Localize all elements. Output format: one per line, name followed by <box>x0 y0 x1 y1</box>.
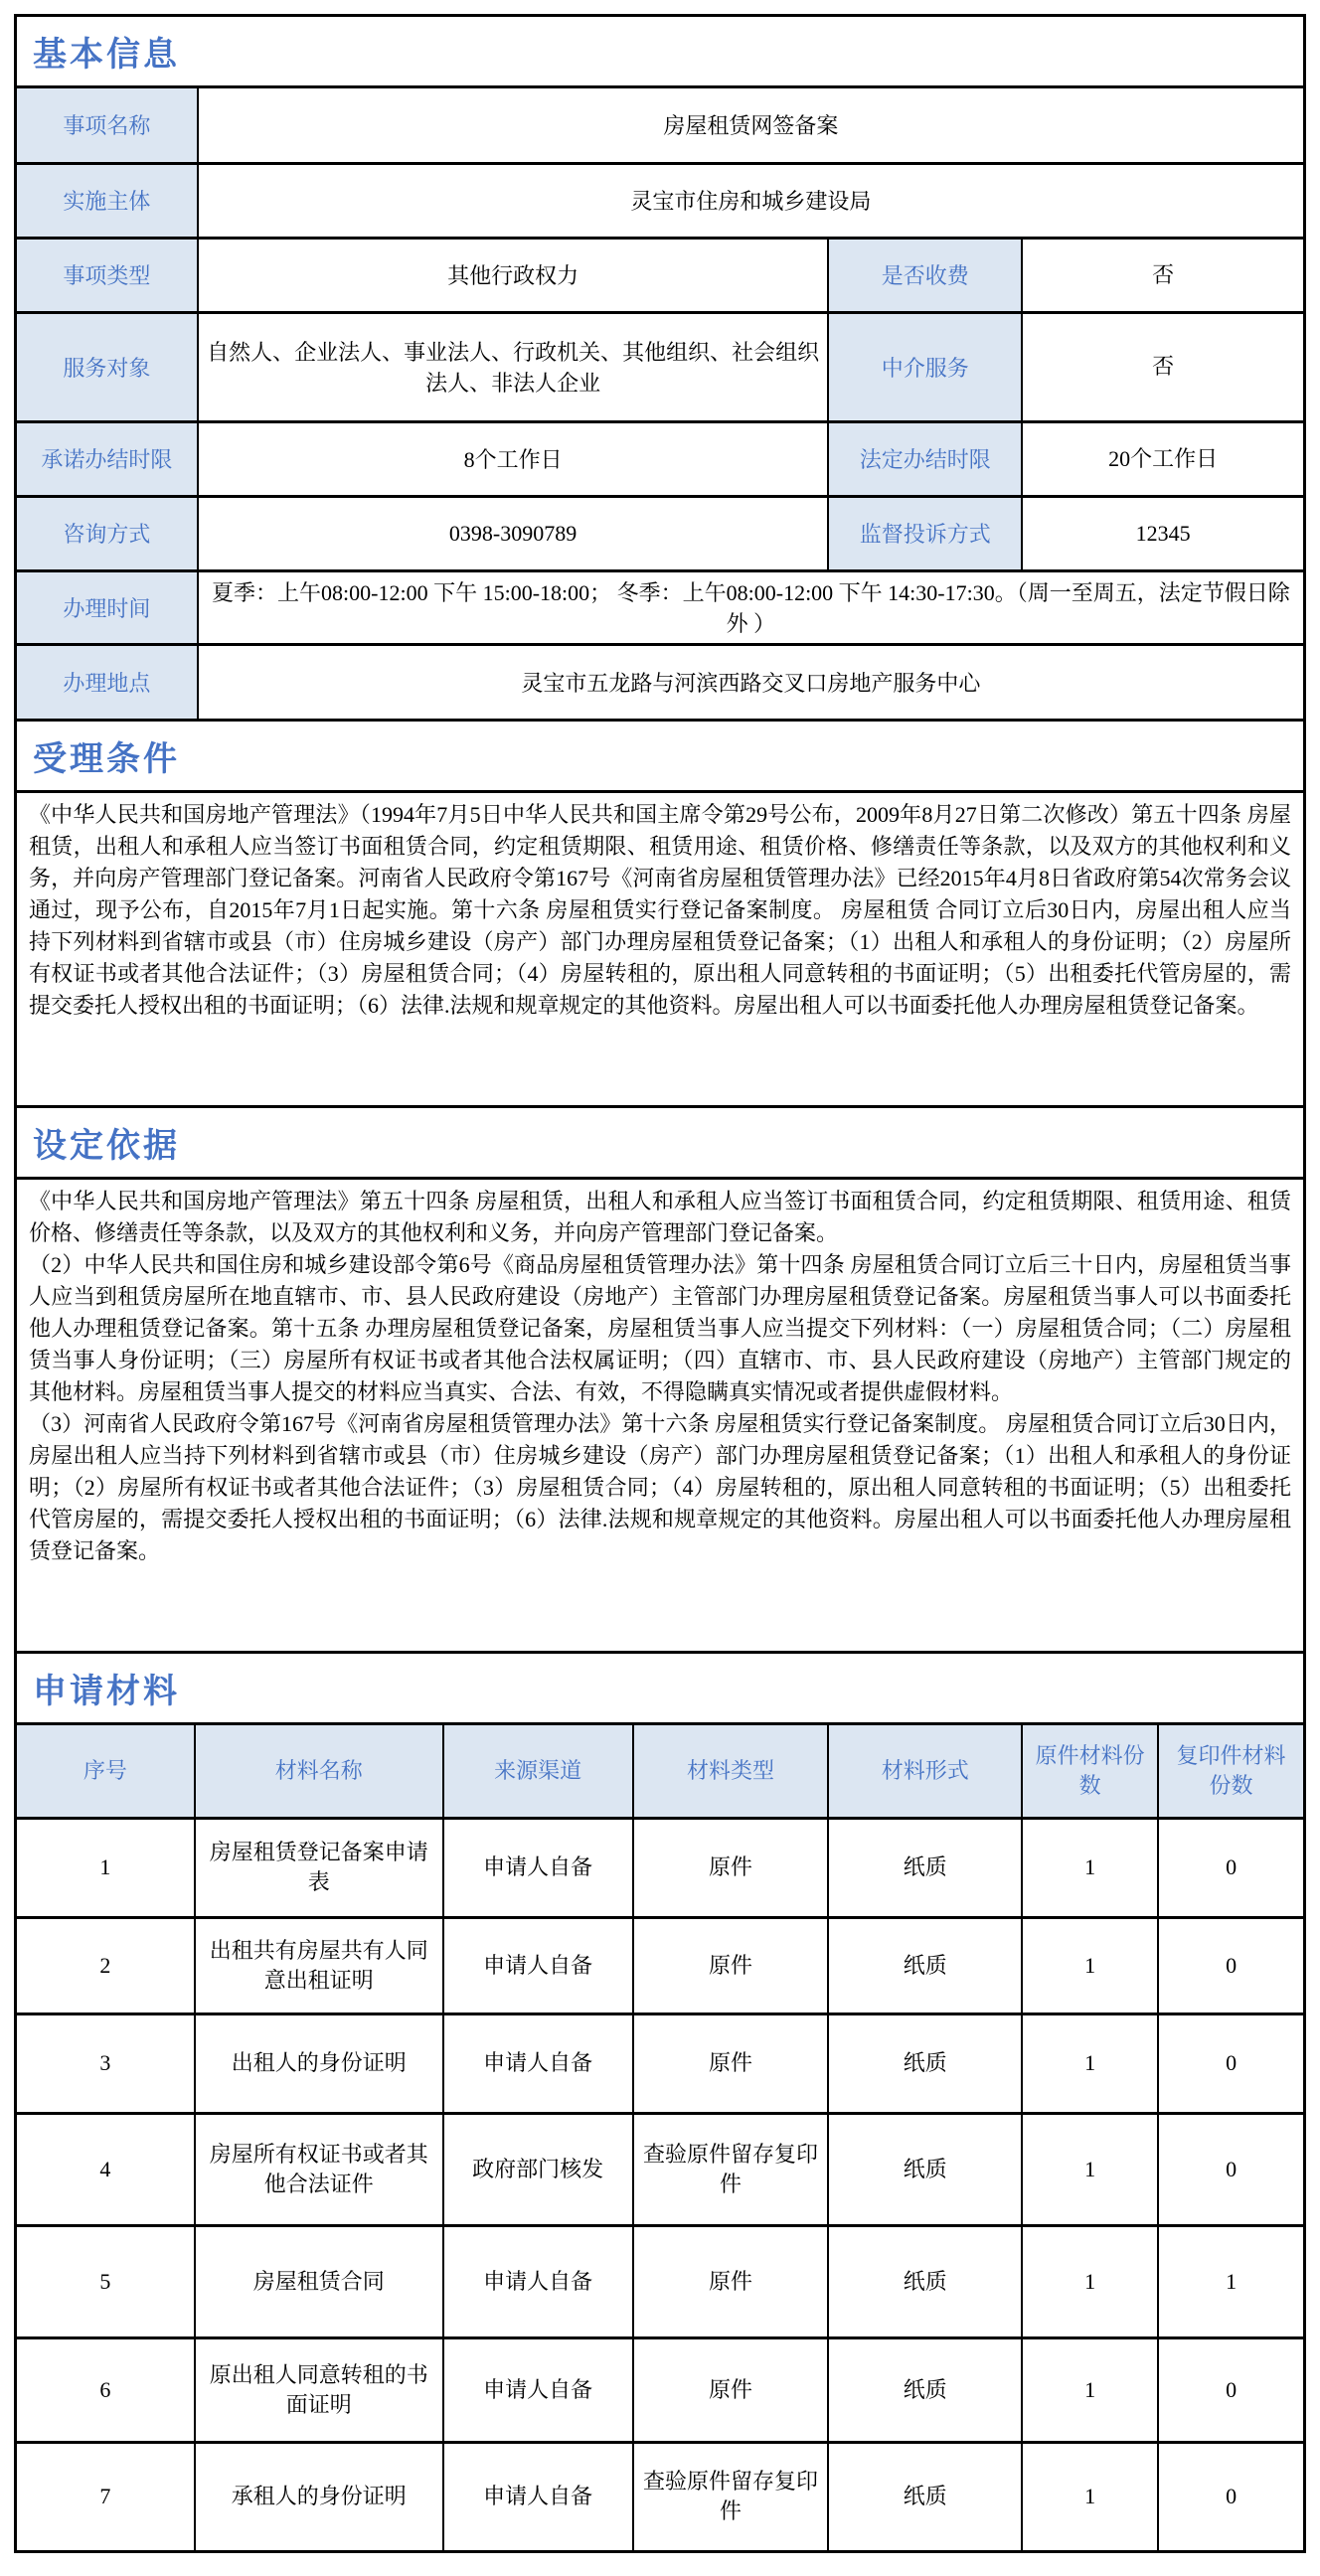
materials-cell: 查验原件留存复印件 <box>633 2113 829 2225</box>
table-row <box>17 2113 1303 2225</box>
materials-cell: 1 <box>1022 2442 1158 2550</box>
field-label: 事项类型 <box>17 238 198 312</box>
materials-cell: 5 <box>17 2225 195 2337</box>
materials-header-cell: 材料类型 <box>633 1725 829 1818</box>
table-row <box>17 88 1303 163</box>
field-value: 其他行政权力 <box>198 238 829 312</box>
field-value: 灵宝市五龙路与河滨西路交叉口房地产服务中心 <box>198 644 1303 719</box>
field-label: 咨询方式 <box>17 496 198 570</box>
field-value: 自然人、企业法人、事业法人、行政机关、其他组织、社会组织法人、非法人企业 <box>198 312 829 421</box>
materials-cell: 申请人自备 <box>443 2337 633 2442</box>
materials-cell: 出租人的身份证明 <box>195 2013 443 2113</box>
paragraph: （2）中华人民共和国住房和城乡建设部令第6号《商品房屋租赁管理办法》第十四条 房屋租赁合同订立后三十日内，房屋租赁当事人应当到租赁房屋所在地直辖市、市、县人民政府建设（房地产）主管部门办理房屋租赁登记备案。房屋租赁当事人可以书面委托他人办理租赁登记备案。第十五条 办理房屋租赁登记备案，房屋租赁当事人应当提交下列材料：（一）房屋租赁合同；（二）房屋租赁当事人身份证明；（三）房屋所有权证书或者其他合法权属证明；（四）直辖市、市、县人民政府建设（房地产）主管部门规定的其他材料。房屋租赁当事人提交的材料应当真实、合法、有效，不得隐瞒真实情况或者提供虚假材料。 <box>29 1252 1291 1404</box>
materials-cell: 纸质 <box>828 1818 1022 1917</box>
materials-cell: 原出租人同意转租的书面证明 <box>195 2337 443 2442</box>
table-row <box>17 163 1303 238</box>
materials-cell: 纸质 <box>828 2442 1022 2550</box>
materials-cell: 纸质 <box>828 2113 1022 2225</box>
materials-cell: 原件 <box>633 1917 829 2013</box>
table-row <box>17 496 1303 570</box>
materials-cell: 申请人自备 <box>443 1917 633 2013</box>
materials-cell: 1 <box>1022 2013 1158 2113</box>
section-title-legal-basis: 设定依据 <box>17 1108 1303 1180</box>
table-row <box>17 312 1303 421</box>
materials-cell: 4 <box>17 2113 195 2225</box>
materials-cell: 申请人自备 <box>443 2225 633 2337</box>
field-label: 事项名称 <box>17 88 198 163</box>
materials-cell: 原件 <box>633 2225 829 2337</box>
section-basic-info <box>14 14 1306 722</box>
materials-cell: 承租人的身份证明 <box>195 2442 443 2550</box>
materials-header-cell: 材料形式 <box>828 1725 1022 1818</box>
field-label: 承诺办结时限 <box>17 421 198 496</box>
materials-cell: 申请人自备 <box>443 2442 633 2550</box>
materials-header-row <box>17 1725 1303 1818</box>
field-value: 夏季：上午08:00-12:00 下午 15:00-18:00； 冬季：上午08:00-12:00 下午 14:30-17:30。（周一至周五，法定节假日除外 ） <box>198 570 1303 644</box>
materials-cell: 原件 <box>633 2337 829 2442</box>
table-row <box>17 644 1303 719</box>
field-value: 否 <box>1022 312 1303 421</box>
table-row <box>17 2337 1303 2442</box>
materials-cell: 0 <box>1158 2113 1303 2225</box>
materials-header-cell: 材料名称 <box>195 1725 443 1818</box>
table-row <box>17 1917 1303 2013</box>
materials-cell: 纸质 <box>828 2337 1022 2442</box>
table-row <box>17 1818 1303 1917</box>
field-label: 法定办结时限 <box>828 421 1022 496</box>
section-title-application-materials: 申请材料 <box>17 1654 1303 1725</box>
section-application-materials <box>14 1651 1306 2553</box>
field-label: 服务对象 <box>17 312 198 421</box>
field-value: 12345 <box>1022 496 1303 570</box>
materials-header-cell: 来源渠道 <box>443 1725 633 1818</box>
field-label: 实施主体 <box>17 163 198 238</box>
materials-cell: 0 <box>1158 1818 1303 1917</box>
materials-header-cell: 原件材料份数 <box>1022 1725 1158 1818</box>
materials-cell: 原件 <box>633 1818 829 1917</box>
materials-cell: 房屋租赁合同 <box>195 2225 443 2337</box>
table-row <box>17 238 1303 312</box>
materials-cell: 纸质 <box>828 2013 1022 2113</box>
paragraph: 《中华人民共和国房地产管理法》（1994年7月5日中华人民共和国主席令第29号公布，2009年8月27日第二次修改）第五十四条 房屋租赁，出租人和承租人应当签订书面租赁合同，约定租赁期限、租赁用途、租赁价格、修缮责任等条款，以及双方的其他权利和义务，并向房产管理部门登记备案。河南省人民政府令第167号《河南省房屋租赁管理办法》已经2015年4月8日省政府第54次常务会议通过，现予公布，自2015年7月1日起实施。第十六条 房屋租赁实行登记备案制度。 房屋租赁 合同订立后30日内，房屋出租人应当持下列材料到省辖市或县（市）住房城乡建设（房产）部门办理房屋租赁登记备案；（1）出租人和承租人的身份证明；（2）房屋所有权证书或者其他合法证件；（3）房屋租赁合同；（4）房屋转租的，原出租人同意转租的书面证明；（5）出租委托代管房屋的，需提交委托人授权出租的书面证明；（6）法律.法规和规章规定的其他资料。房屋出租人可以书面委托他人办理房屋租赁登记备案。 <box>29 802 1291 1018</box>
materials-cell: 查验原件留存复印件 <box>633 2442 829 2550</box>
materials-cell: 出租共有房屋共有人同意出租证明 <box>195 1917 443 2013</box>
materials-cell: 2 <box>17 1917 195 2013</box>
field-label: 办理时间 <box>17 570 198 644</box>
field-value: 否 <box>1022 238 1303 312</box>
field-label: 中介服务 <box>828 312 1022 421</box>
field-label: 办理地点 <box>17 644 198 719</box>
field-value: 灵宝市住房和城乡建设局 <box>198 163 1303 238</box>
materials-cell: 纸质 <box>828 2225 1022 2337</box>
materials-cell: 房屋租赁登记备案申请表 <box>195 1818 443 1917</box>
materials-cell: 0 <box>1158 2442 1303 2550</box>
acceptance-conditions-text <box>17 793 1303 1105</box>
materials-cell: 0 <box>1158 2337 1303 2442</box>
materials-cell: 申请人自备 <box>443 2013 633 2113</box>
paragraph: （3）河南省人民政府令第167号《河南省房屋租赁管理办法》第十六条 房屋租赁实行登记备案制度。 房屋租赁合同订立后30日内，房屋出租人应当持下列材料到省辖市或县（市）住房城乡建设（房产）部门办理房屋租赁登记备案；（1）出租人和承租人的身份证明；（2）房屋所有权证书或者其他合法证件；（3）房屋租赁合同；（4）房屋转租的，原出租人同意转租的书面证明；（5）出租委托代管房屋的，需提交委托人授权出租的书面证明；（6）法律.法规和规章规定的其他资料。房屋出租人可以书面委托他人办理房屋租赁登记备案。 <box>29 1411 1291 1563</box>
section-title-acceptance-conditions: 受理条件 <box>17 722 1303 793</box>
materials-cell: 1 <box>1022 1917 1158 2013</box>
materials-header-cell: 序号 <box>17 1725 195 1818</box>
materials-cell: 1 <box>1022 2113 1158 2225</box>
legal-basis-text <box>17 1180 1303 1651</box>
field-label: 是否收费 <box>828 238 1022 312</box>
section-legal-basis <box>14 1105 1306 1654</box>
basic-info-table <box>17 88 1303 719</box>
materials-cell: 申请人自备 <box>443 1818 633 1917</box>
materials-header-cell: 复印件材料份数 <box>1158 1725 1303 1818</box>
section-title-basic-info: 基本信息 <box>17 17 1303 88</box>
materials-cell: 6 <box>17 2337 195 2442</box>
field-value: 房屋租赁网签备案 <box>198 88 1303 163</box>
materials-cell: 3 <box>17 2013 195 2113</box>
field-label: 监督投诉方式 <box>828 496 1022 570</box>
materials-cell: 1 <box>1022 2337 1158 2442</box>
materials-cell: 原件 <box>633 2013 829 2113</box>
materials-cell: 1 <box>1022 1818 1158 1917</box>
field-value: 0398-3090789 <box>198 496 829 570</box>
table-row <box>17 2013 1303 2113</box>
table-row <box>17 2442 1303 2550</box>
table-row <box>17 570 1303 644</box>
materials-cell: 政府部门核发 <box>443 2113 633 2225</box>
materials-cell: 7 <box>17 2442 195 2550</box>
materials-cell: 0 <box>1158 2013 1303 2113</box>
section-acceptance-conditions <box>14 719 1306 1108</box>
document <box>14 14 1306 2553</box>
paragraph: 《中华人民共和国房地产管理法》第五十四条 房屋租赁，出租人和承租人应当签订书面租赁合同，约定租赁期限、租赁用途、租赁价格、修缮责任等条款，以及双方的其他权利和义务，并向房产管理部门登记备案。 <box>29 1189 1291 1245</box>
application-materials-table <box>17 1725 1303 2550</box>
materials-cell: 1 <box>1158 2225 1303 2337</box>
table-row <box>17 421 1303 496</box>
field-value: 8个工作日 <box>198 421 829 496</box>
materials-cell: 房屋所有权证书或者其他合法证件 <box>195 2113 443 2225</box>
table-row <box>17 2225 1303 2337</box>
materials-cell: 1 <box>1022 2225 1158 2337</box>
materials-cell: 纸质 <box>828 1917 1022 2013</box>
materials-cell: 0 <box>1158 1917 1303 2013</box>
materials-cell: 1 <box>17 1818 195 1917</box>
field-value: 20个工作日 <box>1022 421 1303 496</box>
